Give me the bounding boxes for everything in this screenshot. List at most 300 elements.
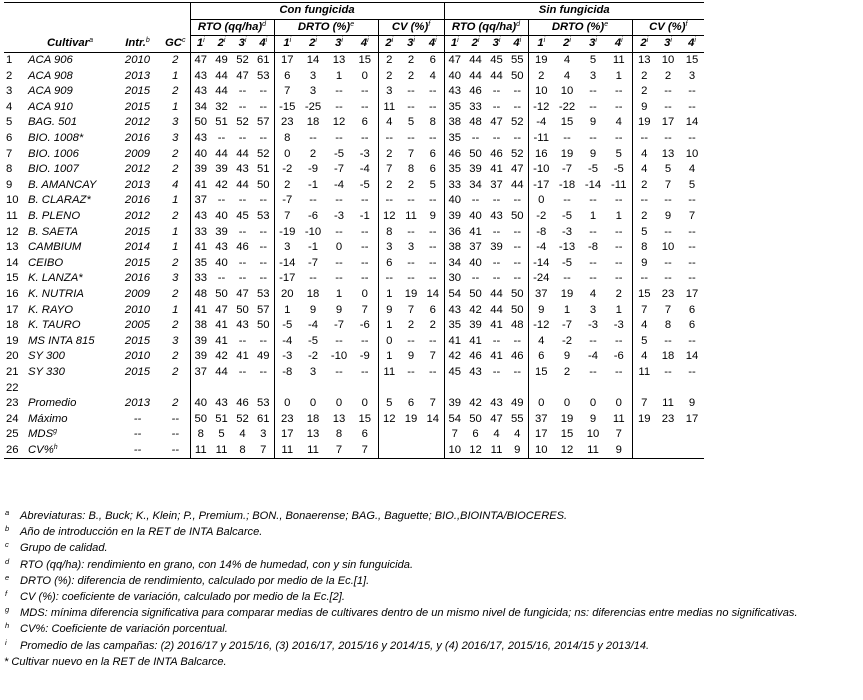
value-cell-sin-fungicida (656, 443, 680, 459)
table-row (4, 365, 704, 381)
value-cell-sin-fungicida: 33 (448, 178, 462, 191)
value-cell-sin-fungicida: 11 (638, 365, 651, 378)
cultivar-cell: K. TAURO (28, 319, 81, 332)
drto-cf-year-header: 2$^i$ (300, 36, 326, 53)
value-cell-con-fungicida: -- (238, 100, 247, 113)
value-cell-con-fungicida: 0 (284, 397, 291, 410)
value-cell-con-fungicida: 14 (306, 54, 320, 67)
table-row (4, 162, 704, 178)
value-cell-sin-fungicida: 10 (534, 85, 548, 98)
value-cell-sin-fungicida (528, 380, 554, 396)
gc-cell: 2 (161, 349, 190, 365)
cultivar-header: Cultivar$^a$ (26, 36, 114, 53)
value-cell-sin-fungicida: -- (589, 85, 597, 98)
gc-cell: 3 (161, 271, 190, 287)
row-number: 8 (6, 163, 13, 176)
row-number: 14 (6, 256, 19, 269)
value-cell-sin-fungicida: 5 (688, 178, 696, 191)
value-cell-con-fungicida: 6 (422, 162, 444, 178)
intr-cell: 2016 (124, 194, 151, 207)
value-cell-con-fungicida: 50 (236, 303, 249, 316)
value-cell-con-fungicida: 52 (236, 116, 249, 129)
cultivar-cell: MDS$^g$ (28, 428, 58, 441)
value-cell-con-fungicida: -15 (279, 100, 296, 113)
value-cell-con-fungicida: 41 (194, 303, 208, 316)
value-cell-con-fungicida: 20 (280, 287, 294, 300)
value-cell-con-fungicida: 47 (194, 54, 208, 67)
cultivar-cell: SY 330 (28, 365, 65, 378)
value-cell-con-fungicida: 7 (407, 303, 415, 316)
value-cell-con-fungicida: 11 (405, 210, 417, 223)
value-cell-con-fungicida: 50 (215, 287, 228, 300)
footnote-new-cultivar: * Cultivar nuevo en la RET de INTA Balcarce. (4, 655, 227, 668)
value-cell-con-fungicida: 48 (194, 287, 208, 300)
value-cell-con-fungicida: 40 (215, 210, 228, 223)
value-cell-con-fungicida: 6 (352, 427, 378, 443)
value-cell-con-fungicida (422, 380, 444, 396)
value-cell-con-fungicida: 43 (194, 210, 208, 223)
value-cell-sin-fungicida: 4 (563, 54, 571, 67)
value-cell-con-fungicida: 13 (306, 428, 320, 441)
drto-sf-year-header: 2$^i$ (554, 36, 580, 53)
value-cell-con-fungicida: 11 (383, 365, 396, 378)
value-cell-sin-fungicida: 49 (507, 396, 528, 412)
value-cell-con-fungicida: -- (422, 271, 444, 287)
value-cell-sin-fungicida: 17 (685, 412, 699, 425)
value-cell-con-fungicida: -25 (304, 100, 322, 113)
value-cell-sin-fungicida: -- (664, 85, 672, 98)
drto-cf-year-header: 3$^i$ (326, 36, 352, 53)
row-number: 25 (6, 428, 19, 441)
value-cell-sin-fungicida: -- (507, 333, 528, 349)
value-cell-con-fungicida: -4 (352, 162, 378, 178)
gc-cell: 2 (161, 146, 190, 162)
value-cell-sin-fungicida: 15 (685, 54, 699, 67)
gc-cell: 1 (161, 68, 190, 84)
value-cell-sin-fungicida: 3 (589, 303, 597, 316)
value-cell-con-fungicida (400, 443, 422, 459)
value-cell-con-fungicida: 4 (239, 428, 246, 441)
footnote: a Abreviaturas: B., Buck; K., Klein; P., Premium.; BON., Bonaerense; BAG., Baguette; BIO.,BIOINTA/BIOCERES. (5, 508, 568, 522)
intr-cell: 2009 (124, 287, 151, 300)
gc-cell: -- (161, 411, 190, 427)
value-cell-con-fungicida: 44 (215, 365, 228, 378)
value-cell-sin-fungicida: 9 (589, 147, 597, 160)
table-row (4, 256, 704, 272)
value-cell-con-fungicida: -14 (279, 256, 296, 269)
table-row (4, 178, 704, 194)
value-cell-sin-fungicida: -22 (558, 100, 576, 113)
value-cell-con-fungicida: -- (407, 100, 415, 113)
value-cell-sin-fungicida: -- (492, 334, 501, 347)
value-cell-con-fungicida: 3 (386, 241, 393, 254)
value-cell-sin-fungicida: 4 (688, 163, 696, 176)
value-cell-sin-fungicida: 9 (641, 100, 648, 113)
row-number: 3 (6, 85, 13, 98)
value-cell-con-fungicida: 49 (215, 54, 228, 67)
value-cell-sin-fungicida: 50 (507, 287, 528, 303)
value-cell-con-fungicida: -- (253, 131, 274, 147)
gc-cell: -- (161, 443, 190, 459)
rto-sf-year-header: 1$^i$ (444, 36, 465, 53)
value-cell-sin-fungicida: -- (664, 225, 672, 238)
value-cell-sin-fungicida: -- (589, 132, 597, 145)
value-cell-con-fungicida: 57 (253, 302, 274, 318)
value-cell-con-fungicida (422, 427, 444, 443)
value-cell-sin-fungicida: 50 (507, 302, 528, 318)
value-cell-sin-fungicida: 47 (490, 116, 503, 129)
row-number: 10 (6, 194, 19, 207)
value-cell-sin-fungicida: -- (492, 85, 501, 98)
value-cell-sin-fungicida: -18 (558, 178, 576, 191)
value-cell-sin-fungicida: 2 (606, 287, 632, 303)
value-cell-sin-fungicida: 42 (448, 350, 462, 363)
value-cell-sin-fungicida: 35 (448, 319, 462, 332)
value-cell-sin-fungicida: 19 (560, 412, 574, 425)
value-cell-sin-fungicida: 50 (469, 147, 482, 160)
value-cell-sin-fungicida: 15 (534, 365, 548, 378)
value-cell-sin-fungicida (680, 380, 704, 396)
rto-sf-year-header: 4$^i$ (507, 36, 528, 53)
value-cell-con-fungicida: 9 (386, 303, 393, 316)
value-cell-sin-fungicida: -- (606, 240, 632, 256)
value-cell-con-fungicida: 0 (352, 287, 378, 303)
cv-cf-year-header: 4$^i$ (422, 36, 444, 53)
value-cell-sin-fungicida: -- (606, 333, 632, 349)
value-cell-sin-fungicida: 1 (606, 68, 632, 84)
value-cell-con-fungicida: -- (335, 194, 343, 207)
value-cell-con-fungicida: 35 (194, 256, 208, 269)
value-cell-sin-fungicida: -- (664, 100, 672, 113)
value-cell-con-fungicida: -- (385, 132, 394, 145)
value-cell-con-fungicida: 37 (194, 194, 208, 207)
value-cell-con-fungicida: 42 (215, 350, 228, 363)
cultivar-cell: CV%$^h$ (26, 443, 114, 459)
footnote: f CV (%): coeficiente de variación, calculado por medio de la Ec.[2]. (5, 589, 345, 604)
value-cell-con-fungicida: -- (407, 272, 415, 285)
value-cell-sin-fungicida: 37 (534, 287, 548, 300)
table-row (4, 209, 704, 225)
value-cell-sin-fungicida: -- (492, 272, 501, 285)
value-cell-con-fungicida: -- (422, 193, 444, 209)
intr-cell (114, 380, 161, 396)
value-cell-con-fungicida: 2 (386, 178, 393, 191)
value-cell-con-fungicida: -- (309, 194, 317, 207)
value-cell-con-fungicida: 38 (194, 319, 208, 332)
value-cell-sin-fungicida: 52 (507, 115, 528, 131)
footnote: g MDS: mínima diferencia significativa para comparar medias de cultivares dentro de un mismo nivel de fungicida; ns: diferencias entre medias no significativas. (5, 605, 798, 620)
value-cell-con-fungicida: 6 (422, 146, 444, 162)
value-cell-con-fungicida: 7 (284, 210, 291, 223)
intr-cell: -- (133, 412, 142, 425)
intr-cell: 2016 (124, 132, 151, 145)
value-cell-sin-fungicida: 9 (507, 443, 528, 459)
value-cell-sin-fungicida: -5 (561, 210, 573, 223)
value-cell-con-fungicida: 52 (253, 146, 274, 162)
gc-cell: 1 (161, 193, 190, 209)
value-cell-con-fungicida: -- (253, 365, 274, 381)
value-cell-sin-fungicida: -3 (587, 319, 599, 332)
value-cell-con-fungicida: -- (335, 365, 343, 378)
value-cell-sin-fungicida: 15 (560, 428, 574, 441)
value-cell-sin-fungicida: 23 (661, 412, 675, 425)
value-cell-con-fungicida: -- (238, 85, 247, 98)
value-cell-sin-fungicida: 7 (606, 427, 632, 443)
value-cell-sin-fungicida: -- (492, 225, 501, 238)
rto-cf-year-header: 1$^i$ (190, 36, 211, 53)
value-cell-con-fungicida: 9 (309, 303, 317, 316)
cultivar-cell: K. NUTRIA (28, 287, 84, 300)
value-cell-con-fungicida (326, 380, 352, 396)
value-cell-sin-fungicida: -- (688, 194, 696, 207)
value-cell-sin-fungicida: -24 (533, 272, 550, 285)
gc-cell: 1 (161, 100, 190, 116)
value-cell-sin-fungicida: 46 (448, 147, 462, 160)
value-cell-sin-fungicida: -14 (584, 178, 602, 191)
value-cell-con-fungicida: -- (352, 333, 378, 349)
value-cell-sin-fungicida: 54 (448, 412, 462, 425)
table-row (4, 84, 704, 100)
cultivar-cell: ACA 909 (28, 85, 73, 98)
value-cell-sin-fungicida: 1 (563, 303, 571, 316)
value-cell-sin-fungicida: 5 (589, 54, 597, 67)
row-number: 24 (6, 412, 19, 425)
value-cell-sin-fungicida: -5 (561, 256, 573, 269)
table-row (4, 380, 704, 396)
value-cell-con-fungicida: -- (335, 272, 343, 285)
value-cell-sin-fungicida: 7 (664, 178, 672, 191)
yield-table (4, 2, 704, 459)
value-cell-sin-fungicida: 41 (490, 319, 503, 332)
value-cell-con-fungicida: 6 (386, 256, 393, 269)
value-cell-sin-fungicida: -- (606, 84, 632, 100)
value-cell-con-fungicida: 7 (422, 349, 444, 365)
value-cell-sin-fungicida: -- (640, 194, 649, 207)
value-cell-sin-fungicida: -- (688, 256, 696, 269)
value-cell-con-fungicida: -8 (282, 365, 293, 378)
value-cell-sin-fungicida: 17 (534, 428, 548, 441)
value-cell-con-fungicida: 53 (253, 68, 274, 84)
cv-sf-year-header: 3$^i$ (656, 36, 680, 53)
value-cell-sin-fungicida: 34 (469, 178, 482, 191)
value-cell-con-fungicida: 2 (407, 54, 415, 67)
value-cell-sin-fungicida: 12 (554, 443, 580, 459)
value-cell-sin-fungicida: 2 (641, 210, 648, 223)
row-number: 22 (6, 381, 19, 394)
value-cell-con-fungicida: 9 (407, 350, 415, 363)
table-row (4, 427, 704, 443)
table-row (4, 100, 704, 116)
rto-cf-year-header: 4$^i$ (253, 36, 274, 53)
value-cell-con-fungicida: 47 (215, 303, 228, 316)
value-cell-sin-fungicida: -- (507, 100, 528, 116)
value-cell-sin-fungicida: 10 (661, 54, 675, 67)
table-row (4, 396, 704, 412)
table-row (4, 115, 704, 131)
value-cell-con-fungicida: 6 (352, 115, 378, 131)
gc-cell: 2 (161, 318, 190, 334)
value-cell-sin-fungicida: -- (664, 272, 672, 285)
value-cell-con-fungicida: 41 (194, 178, 208, 191)
value-cell-sin-fungicida: 35 (448, 163, 462, 176)
value-cell-con-fungicida: -5 (333, 147, 345, 160)
value-cell-con-fungicida: -9 (307, 163, 319, 176)
footnote: d RTO (qq/ha): rendimiento en grano, con 14% de humedad, con y sin funguicida. (5, 556, 414, 571)
value-cell-con-fungicida: 39 (215, 163, 228, 176)
value-cell-con-fungicida (378, 443, 400, 459)
value-cell-con-fungicida: 2 (407, 69, 415, 82)
cultivar-cell: BIO. 1008* (28, 132, 84, 145)
gc-cell: 2 (161, 365, 190, 381)
value-cell-sin-fungicida: -- (688, 365, 696, 378)
value-cell-sin-fungicida: -- (606, 271, 632, 287)
value-cell-sin-fungicida: 9 (589, 116, 597, 129)
value-cell-sin-fungicida: 4 (563, 69, 571, 82)
value-cell-con-fungicida: 5 (218, 428, 225, 441)
value-cell-con-fungicida: 12 (382, 412, 396, 425)
value-cell-sin-fungicida: -- (471, 194, 480, 207)
value-cell-con-fungicida (400, 380, 422, 396)
table-row (4, 52, 704, 68)
value-cell-sin-fungicida: 11 (606, 411, 632, 427)
value-cell-sin-fungicida: 23 (661, 287, 675, 300)
value-cell-sin-fungicida: 46 (469, 85, 482, 98)
value-cell-sin-fungicida: -- (492, 256, 501, 269)
gc-cell: 3 (161, 333, 190, 349)
row-number: 7 (6, 147, 13, 160)
value-cell-sin-fungicida: 4 (538, 334, 545, 347)
value-cell-sin-fungicida: 47 (448, 54, 462, 67)
rto-header-cf: RTO $(qq/ha)^d$ (190, 19, 274, 36)
value-cell-con-fungicida: 8 (197, 428, 204, 441)
value-cell-sin-fungicida: -- (492, 132, 501, 145)
value-cell-con-fungicida: -- (335, 85, 343, 98)
value-cell-con-fungicida: 13 (332, 54, 346, 67)
rto-header-sf: RTO $(qq/ha)^d$ (444, 19, 528, 36)
value-cell-con-fungicida: -- (407, 132, 415, 145)
cv-header-sf: CV (%)$^f$ (632, 19, 704, 36)
cultivar-cell: ACA 910 (28, 100, 73, 113)
value-cell-sin-fungicida: 5 (664, 163, 672, 176)
value-cell-sin-fungicida: 4 (641, 163, 648, 176)
value-cell-con-fungicida: -- (407, 365, 415, 378)
value-cell-con-fungicida: 9 (422, 209, 444, 225)
value-cell-con-fungicida: 5 (422, 178, 444, 194)
value-cell-con-fungicida: 43 (236, 319, 249, 332)
value-cell-sin-fungicida: 2 (563, 365, 571, 378)
gc-cell (161, 380, 190, 396)
value-cell-sin-fungicida: 7 (688, 210, 696, 223)
value-cell-con-fungicida: 46 (236, 241, 249, 254)
value-cell-sin-fungicida: 0 (563, 397, 571, 410)
value-cell-sin-fungicida: -4 (536, 116, 547, 129)
value-cell-sin-fungicida: 2 (641, 69, 648, 82)
value-cell-con-fungicida: 7 (326, 443, 352, 459)
value-cell-sin-fungicida: 11 (486, 443, 507, 459)
value-cell-sin-fungicida: -- (664, 132, 672, 145)
value-cell-con-fungicida: 50 (253, 318, 274, 334)
value-cell-con-fungicida: -- (238, 334, 247, 347)
value-cell-sin-fungicida: 30 (448, 272, 462, 285)
value-cell-con-fungicida: 43 (215, 241, 228, 254)
value-cell-sin-fungicida: -- (507, 193, 528, 209)
value-cell-con-fungicida: 0 (284, 147, 291, 160)
value-cell-sin-fungicida: -- (589, 225, 597, 238)
value-cell-sin-fungicida: 3 (589, 69, 597, 82)
cv-cf-year-header: 3$^i$ (400, 36, 422, 53)
value-cell-sin-fungicida (656, 380, 680, 396)
value-cell-con-fungicida: 3 (309, 85, 317, 98)
value-cell-con-fungicida: -- (238, 194, 247, 207)
value-cell-sin-fungicida: 44 (490, 303, 503, 316)
intr-cell: 2013 (124, 178, 151, 191)
value-cell-con-fungicida: 57 (253, 115, 274, 131)
footnote: c Grupo de calidad. (5, 540, 108, 555)
value-cell-con-fungicida: -- (217, 132, 226, 145)
value-cell-con-fungicida: -10 (304, 225, 322, 238)
value-cell-con-fungicida: 43 (236, 163, 249, 176)
value-cell-sin-fungicida: 44 (469, 69, 482, 82)
value-cell-con-fungicida: 7 (284, 85, 291, 98)
value-cell-con-fungicida: 1 (335, 69, 343, 82)
value-cell-sin-fungicida: -- (471, 132, 480, 145)
value-cell-con-fungicida: 44 (236, 147, 249, 160)
value-cell-con-fungicida (190, 380, 211, 396)
value-cell-sin-fungicida (465, 380, 486, 396)
value-cell-sin-fungicida: -- (606, 256, 632, 272)
value-cell-con-fungicida: -- (253, 224, 274, 240)
value-cell-sin-fungicida: -- (589, 256, 597, 269)
value-cell-sin-fungicida: 7 (451, 428, 458, 441)
value-cell-sin-fungicida: -4 (587, 350, 599, 363)
value-cell-con-fungicida: -- (407, 85, 415, 98)
value-cell-sin-fungicida: 19 (560, 287, 574, 300)
value-cell-sin-fungicida: 46 (469, 350, 482, 363)
row-number: 15 (6, 272, 19, 285)
header-row-1 (4, 3, 704, 20)
cultivar-cell: SY 300 (28, 350, 65, 363)
value-cell-sin-fungicida: 9 (538, 303, 545, 316)
intr-cell: -- (133, 428, 142, 441)
value-cell-sin-fungicida: -- (507, 131, 528, 147)
value-cell-sin-fungicida: -3 (561, 225, 573, 238)
value-cell-con-fungicida: -5 (307, 334, 319, 347)
cv-cf-year-header: 2$^i$ (378, 36, 400, 53)
value-cell-con-fungicida (422, 443, 444, 459)
cultivar-cell: BIO. 1006 (28, 147, 79, 160)
intr-cell: 2016 (124, 272, 151, 285)
value-cell-con-fungicida: 0 (352, 396, 378, 412)
intr-cell: 2005 (124, 319, 151, 332)
cultivar-cell: B. PLENO (28, 210, 81, 223)
value-cell-sin-fungicida: 9 (664, 210, 672, 223)
value-cell-sin-fungicida: 18 (661, 350, 675, 363)
value-cell-con-fungicida: -- (253, 193, 274, 209)
value-cell-con-fungicida: 8 (335, 428, 343, 441)
value-cell-con-fungicida: 2 (407, 178, 415, 191)
rto-cf-year-header: 3$^i$ (232, 36, 253, 53)
value-cell-sin-fungicida: 48 (507, 318, 528, 334)
value-cell-sin-fungicida: -- (664, 334, 672, 347)
intr-header: Intr.$^b$ (114, 36, 161, 53)
value-cell-con-fungicida: 12 (332, 116, 346, 129)
value-cell-con-fungicida: 4 (422, 68, 444, 84)
value-cell-sin-fungicida: -6 (606, 349, 632, 365)
row-number: 1 (6, 54, 13, 67)
drto-sf-year-header: 4$^i$ (606, 36, 632, 53)
value-cell-sin-fungicida: -- (507, 224, 528, 240)
value-cell-sin-fungicida: 10 (560, 85, 574, 98)
